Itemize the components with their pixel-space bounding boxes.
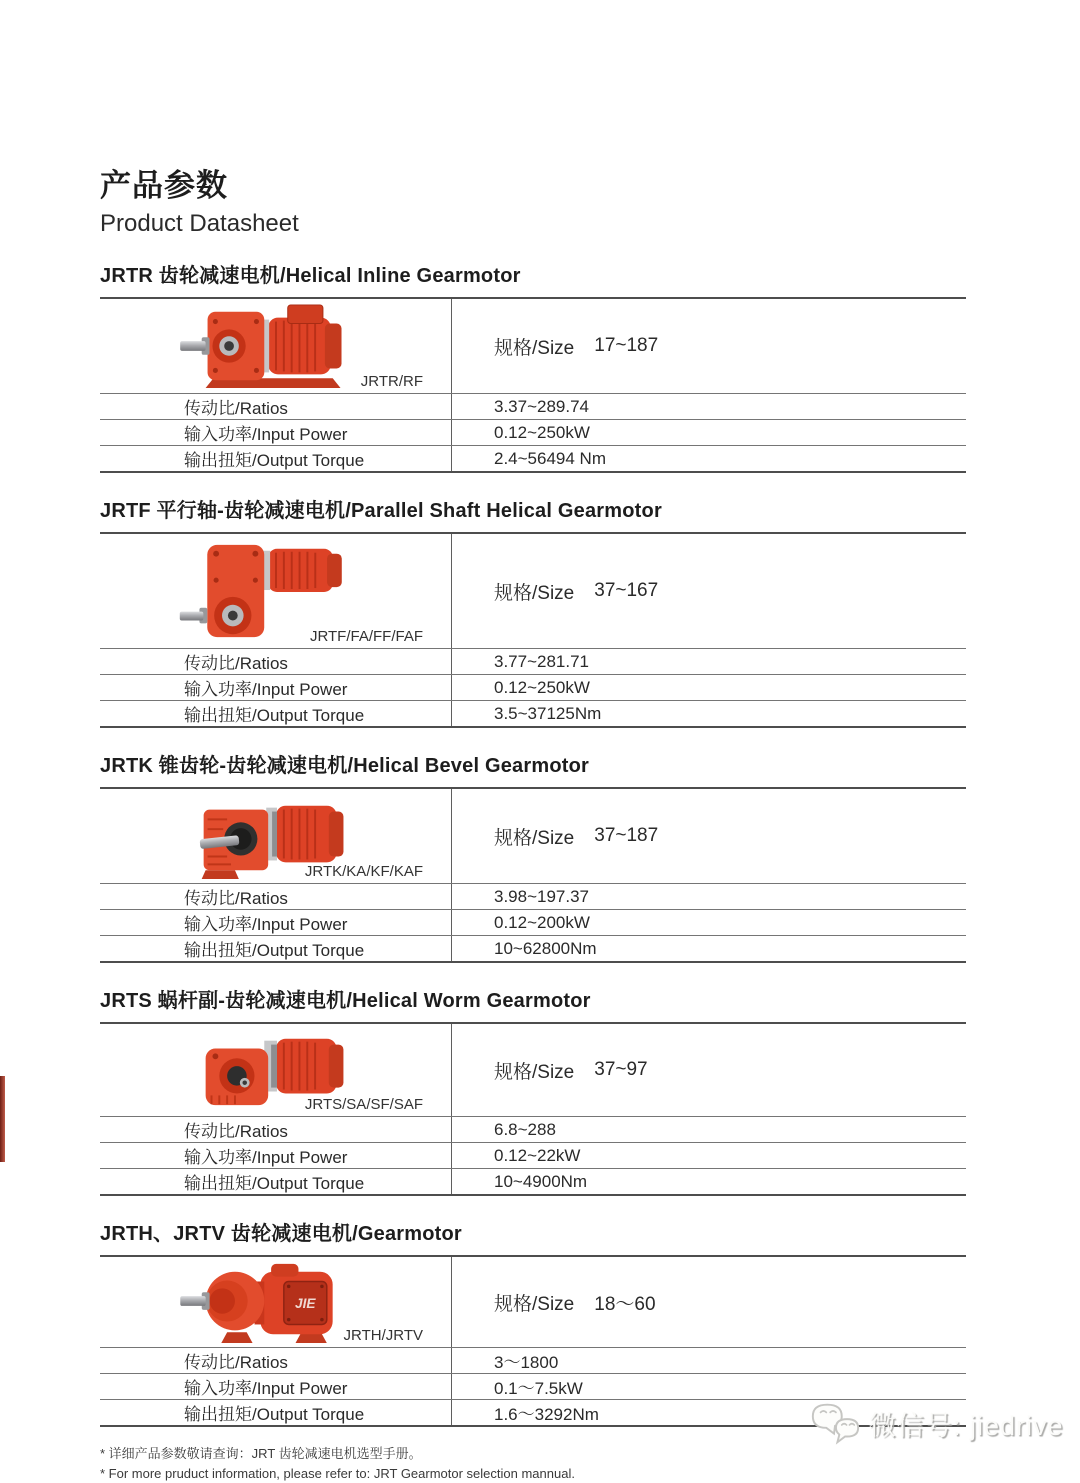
size-cell xyxy=(452,1024,966,1116)
spec-table xyxy=(100,297,966,473)
size-cell xyxy=(452,1257,966,1347)
table-row xyxy=(100,1142,966,1168)
size-value: 37~97 xyxy=(594,1059,647,1081)
size-label: 规格/Size xyxy=(494,823,574,850)
row-label: 输入功率/Input Power xyxy=(100,910,452,935)
row-label: 输入功率/Input Power xyxy=(100,675,452,700)
section-heading: JRTS 蜗杆副-齿轮减速电机/Helical Worm Gearmotor xyxy=(100,984,966,1013)
wechat-id-text: 微信号: jiedrive xyxy=(869,1404,1064,1443)
size-value: 17~187 xyxy=(594,335,658,357)
row-label: 输出扭矩/Output Torque xyxy=(100,1169,452,1194)
section-heading: JRTR 齿轮减速电机/Helical Inline Gearmotor xyxy=(100,259,966,288)
jrtr-gearmotor-image xyxy=(177,302,375,390)
spec-table xyxy=(100,532,966,728)
size-value: 18～60 xyxy=(594,1289,655,1316)
row-value: 3.37~289.74 xyxy=(452,394,966,419)
row-label: 输出扭矩/Output Torque xyxy=(100,446,452,471)
row-value: 0.1～7.5kW xyxy=(452,1374,966,1399)
row-label: 输入功率/Input Power xyxy=(100,420,452,445)
section-heading: JRTH、JRTV 齿轮减速电机/Gearmotor xyxy=(100,1217,966,1246)
section-jrts xyxy=(100,984,966,1196)
row-label: 传动比/Ratios xyxy=(100,649,452,674)
table-row xyxy=(100,674,966,700)
spec-table xyxy=(100,787,966,963)
row-label: 传动比/Ratios xyxy=(100,394,452,419)
size-cell xyxy=(452,789,966,883)
row-label: 输出扭矩/Output Torque xyxy=(100,1400,452,1425)
row-label: 传动比/Ratios xyxy=(100,884,452,909)
product-image-cell xyxy=(100,789,452,883)
row-label: 输入功率/Input Power xyxy=(100,1143,452,1168)
page-subtitle: Product Datasheet xyxy=(100,210,966,238)
size-label: 规格/Size xyxy=(494,1289,574,1316)
row-value: 0.12~22kW xyxy=(452,1143,966,1168)
table-row xyxy=(100,445,966,471)
product-image-cell xyxy=(100,1257,452,1347)
model-caption: JRTR/RF xyxy=(361,373,423,390)
page-title: 产品参数 xyxy=(100,160,966,205)
row-value: 3.5~37125Nm xyxy=(452,701,966,726)
row-value: 0.12~200kW xyxy=(452,910,966,935)
row-value: 3.77~281.71 xyxy=(452,649,966,674)
row-value: 3.98~197.37 xyxy=(452,884,966,909)
size-cell xyxy=(452,534,966,648)
jie-logo-text: JIE xyxy=(295,1296,316,1311)
model-caption: JRTK/KA/KF/KAF xyxy=(305,863,423,880)
row-value: 3～1800 xyxy=(452,1348,966,1373)
table-row xyxy=(100,1168,966,1194)
table-row xyxy=(100,909,966,935)
row-value: 10~62800Nm xyxy=(452,936,966,961)
row-value: 0.12~250kW xyxy=(452,420,966,445)
row-value: 2.4~56494 Nm xyxy=(452,446,966,471)
table-row xyxy=(100,648,966,674)
wechat-icon xyxy=(808,1400,862,1446)
section-heading: JRTF 平行轴-齿轮减速电机/Parallel Shaft Helical Gearmotor xyxy=(100,494,966,523)
table-row xyxy=(100,883,966,909)
model-caption: JRTH/JRTV xyxy=(344,1327,423,1344)
footnotes xyxy=(100,1444,966,1483)
product-image-cell xyxy=(100,299,452,393)
section-heading: JRTK 锥齿轮-齿轮减速电机/Helical Bevel Gearmotor xyxy=(100,749,966,778)
table-row xyxy=(100,393,966,419)
size-label: 规格/Size xyxy=(494,578,574,605)
row-value: 6.8~288 xyxy=(452,1117,966,1142)
footnote-en: * For more pruduct information, please refer to: JRT Gearmotor selection mannual. xyxy=(100,1464,966,1483)
size-label: 规格/Size xyxy=(494,1057,574,1084)
table-row xyxy=(100,1347,966,1373)
row-label: 输出扭矩/Output Torque xyxy=(100,701,452,726)
table-row xyxy=(100,935,966,961)
section-jrtf xyxy=(100,494,966,728)
section-jrth-jrtv xyxy=(100,1217,966,1427)
spec-table xyxy=(100,1022,966,1196)
product-image-cell xyxy=(100,534,452,648)
row-value: 0.12~250kW xyxy=(452,675,966,700)
left-edge-red-stripe xyxy=(0,1076,5,1162)
footnote-zh: * 详细产品参数敬请查询：JRT 齿轮减速电机选型手册。 xyxy=(100,1444,966,1464)
row-label: 输入功率/Input Power xyxy=(100,1374,452,1399)
table-row xyxy=(100,1373,966,1399)
row-value: 10~4900Nm xyxy=(452,1169,966,1194)
table-row xyxy=(100,1116,966,1142)
row-label: 传动比/Ratios xyxy=(100,1117,452,1142)
wechat-watermark xyxy=(808,1400,1064,1446)
size-value: 37~167 xyxy=(594,580,658,602)
section-jrtr xyxy=(100,259,966,473)
row-label: 传动比/Ratios xyxy=(100,1348,452,1373)
row-value: 1.6～3292Nm xyxy=(452,1400,966,1425)
row-label: 输出扭矩/Output Torque xyxy=(100,936,452,961)
size-value: 37~187 xyxy=(594,825,658,847)
table-row xyxy=(100,700,966,726)
datasheet-page xyxy=(100,160,966,1483)
section-jrtk xyxy=(100,749,966,963)
model-caption: JRTS/SA/SF/SAF xyxy=(305,1096,423,1113)
model-caption: JRTF/FA/FF/FAF xyxy=(310,628,423,645)
product-image-cell xyxy=(100,1024,452,1116)
table-row xyxy=(100,419,966,445)
size-label: 规格/Size xyxy=(494,333,574,360)
size-cell xyxy=(452,299,966,393)
